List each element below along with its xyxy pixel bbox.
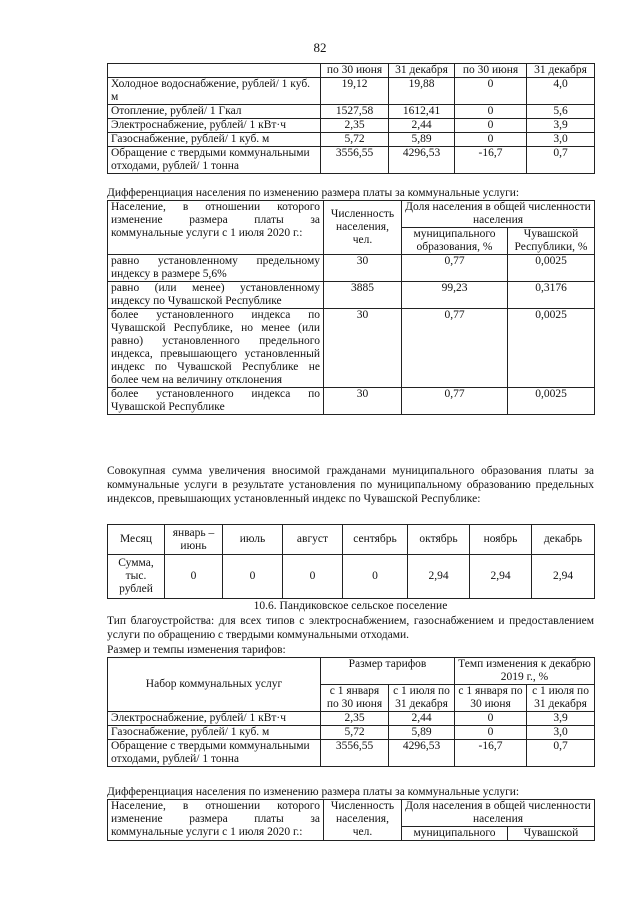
table-header-cell: муниципального	[402, 827, 508, 841]
table-row	[108, 712, 595, 726]
table-cell: 3556,55	[321, 147, 389, 174]
table-cell: -16,7	[455, 147, 527, 174]
population-table-2	[107, 799, 595, 841]
table-cell: 19,88	[389, 78, 455, 105]
table-cell: равно (или менее) установленному индексу по Чувашской Республике	[108, 282, 324, 309]
table-header-row	[108, 64, 595, 78]
table-cell: 0	[455, 78, 527, 105]
table-cell: 2,94	[408, 555, 470, 599]
table-header-cell: январь – июнь	[165, 525, 223, 555]
table-header-cell: Население, в отношении которого изменение размера платы за коммунальные услуги с 1 июля 2020 г.:	[108, 201, 324, 255]
table-cell: 30	[324, 255, 402, 282]
table-cell: 3,0	[527, 133, 595, 147]
table-header-cell: Доля населения в общей численности населения	[402, 800, 595, 827]
improvement-type-text: Тип благоустройства: для всех типов с электроснабжением, газоснабжением и предоставлением услуги по обращению с твердыми коммунальными отходами.	[107, 615, 594, 641]
table-cell: 0	[343, 555, 408, 599]
diff-title-2: Дифференциация населения по изменению размера платы за коммунальные услуги:	[107, 786, 520, 798]
table-cell: 2,35	[321, 712, 389, 726]
table-cell: 3,9	[527, 119, 595, 133]
table-cell: 0,0025	[508, 388, 595, 415]
table-cell: по 30 июня	[455, 64, 527, 78]
table-cell: 0	[455, 119, 527, 133]
table-header-cell: октябрь	[408, 525, 470, 555]
table-row	[108, 740, 595, 767]
table-cell: 31 декабря	[389, 64, 455, 78]
table-cell: Обращение с твердыми коммунальными отходами, рублей/ 1 тонна	[108, 147, 321, 174]
table-header-cell: Набор коммунальных услуг	[108, 658, 321, 712]
table-row	[108, 309, 595, 388]
table-cell: Электроснабжение, рублей/ 1 кВт·ч	[108, 712, 321, 726]
table-cell: 4,0	[527, 78, 595, 105]
table-header-cell: Численность населения, чел.	[324, 201, 402, 255]
table-cell: 0,77	[402, 388, 508, 415]
table-row	[108, 555, 595, 599]
monthly-sum-table	[107, 524, 595, 599]
table-header-cell: Чувашской	[508, 827, 595, 841]
table-header-cell: Месяц	[108, 525, 165, 555]
table-cell: 3556,55	[321, 740, 389, 767]
tariff-table	[107, 657, 595, 767]
tariff-table-continued	[107, 63, 595, 174]
table-row	[108, 119, 595, 133]
table-cell: 5,72	[321, 133, 389, 147]
table-cell: 0,0025	[508, 255, 595, 282]
table-cell: Обращение с твердыми коммунальными отходами, рублей/ 1 тонна	[108, 740, 321, 767]
table-header-cell: с 1 января по 30 июня	[321, 685, 389, 712]
table-header-cell: с 1 июля по 31 декабря	[389, 685, 455, 712]
table-header-cell: ноябрь	[470, 525, 532, 555]
table-cell: 0	[283, 555, 343, 599]
table-row	[108, 147, 595, 174]
table-cell: 19,12	[321, 78, 389, 105]
table-cell: 0,7	[527, 740, 595, 767]
table-cell: 0,3176	[508, 282, 595, 309]
table-cell: более установленного индекса по Чувашской Республике	[108, 388, 324, 415]
table-header-cell: муниципального образования, %	[402, 228, 508, 255]
table-header-cell: Население, в отношении которого изменение размера платы за коммунальные услуги с 1 июля 2020 г.:	[108, 800, 324, 841]
tariffs-title: Размер и темпы изменения тарифов:	[107, 644, 286, 656]
table-cell: 5,89	[389, 133, 455, 147]
table-header-cell: июль	[223, 525, 283, 555]
table-cell: более установленного индекса по Чувашской Республике, но менее (или равно) установленного предельного индекса, превышающего установленный индекс по Чувашской Республике не более чем на величину отклонения	[108, 309, 324, 388]
table-cell: по 30 июня	[321, 64, 389, 78]
table-cell	[108, 64, 321, 78]
table-cell: 0	[223, 555, 283, 599]
table-cell: Отопление, рублей/ 1 Гкал	[108, 105, 321, 119]
table-cell: 2,44	[389, 712, 455, 726]
table-row	[108, 78, 595, 105]
table-cell: 1612,41	[389, 105, 455, 119]
table-cell: 0	[165, 555, 223, 599]
table-header-cell: Доля населения в общей численности населения	[402, 201, 595, 228]
table-header-cell: с 1 января по 30 июня	[455, 685, 527, 712]
table-header-cell: август	[283, 525, 343, 555]
table-cell: 5,89	[389, 726, 455, 740]
population-table	[107, 200, 595, 415]
table-row	[108, 105, 595, 119]
section-title: 10.6. Пандиковское сельское поселение	[253, 600, 448, 612]
table-cell: -16,7	[455, 740, 527, 767]
table-cell: 0,77	[402, 255, 508, 282]
table-cell: Холодное водоснабжение, рублей/ 1 куб. м	[108, 78, 321, 105]
table-row	[108, 726, 595, 740]
table-cell: 0,0025	[508, 309, 595, 388]
table-cell: Электроснабжение, рублей/ 1 кВт·ч	[108, 119, 321, 133]
table-cell: 0	[455, 712, 527, 726]
table-cell: Газоснабжение, рублей/ 1 куб. м	[108, 726, 321, 740]
table-row	[108, 255, 595, 282]
table-cell: 0,7	[527, 147, 595, 174]
table-cell: 1527,58	[321, 105, 389, 119]
table-row	[108, 133, 595, 147]
table-header-cell: декабрь	[532, 525, 595, 555]
table-header-cell: Размер тарифов	[321, 658, 455, 685]
table-cell: 31 декабря	[527, 64, 595, 78]
table-cell: 30	[324, 309, 402, 388]
table-cell: Сумма, тыс. рублей	[108, 555, 165, 599]
table-cell: 4296,53	[389, 147, 455, 174]
table-cell: 0	[455, 133, 527, 147]
table-cell: равно установленному предельному индексу в размере 5,6%	[108, 255, 324, 282]
table-cell: 30	[324, 388, 402, 415]
table-cell: 5,72	[321, 726, 389, 740]
table-cell: 3,0	[527, 726, 595, 740]
table-header-cell: Темп изменения к декабрю 2019 г., %	[455, 658, 595, 685]
table-cell: 0	[455, 726, 527, 740]
table-cell: 3,9	[527, 712, 595, 726]
table-cell: 3885	[324, 282, 402, 309]
table-header-cell: Численность населения, чел.	[324, 800, 402, 841]
table-row	[108, 388, 595, 415]
total-increase-text: Совокупная сумма увеличения вносимой гражданами муниципального образования платы за коммунальные услуги в результате установления по муниципальному образованию предельных индексов, превышающих установленный индекс по Чувашской Республике:	[107, 465, 594, 505]
diff-title: Дифференциация населения по изменению размера платы за коммунальные услуги:	[107, 187, 520, 199]
table-cell: 2,35	[321, 119, 389, 133]
table-header-cell: Чувашской Республики, %	[508, 228, 595, 255]
page-number: 82	[313, 40, 327, 55]
table-cell: 0,77	[402, 309, 508, 388]
table-header-cell: с 1 июля по 31 декабря	[527, 685, 595, 712]
table-cell: 4296,53	[389, 740, 455, 767]
table-header-cell: сентябрь	[343, 525, 408, 555]
table-row	[108, 282, 595, 309]
table-cell: 2,94	[470, 555, 532, 599]
table-cell: 2,44	[389, 119, 455, 133]
table-cell: 5,6	[527, 105, 595, 119]
table-cell: Газоснабжение, рублей/ 1 куб. м	[108, 133, 321, 147]
table-cell: 0	[455, 105, 527, 119]
table-cell: 99,23	[402, 282, 508, 309]
table-header-row	[108, 525, 595, 555]
table-cell: 2,94	[532, 555, 595, 599]
